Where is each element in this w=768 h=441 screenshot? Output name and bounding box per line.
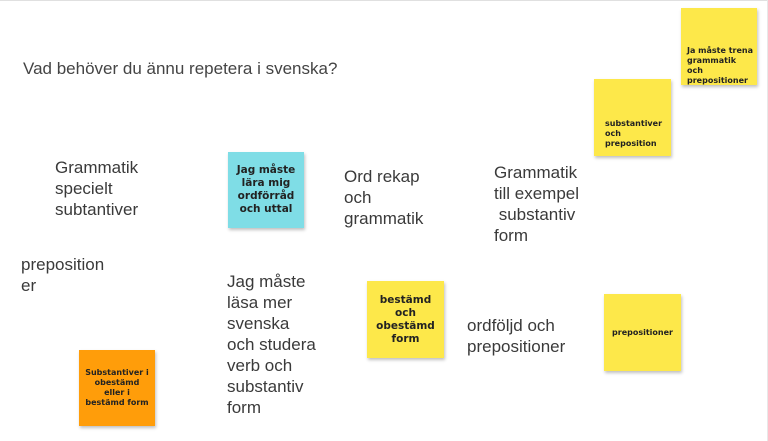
sticky-note-ordforrad[interactable] (228, 152, 304, 228)
text-grammatik-exempel[interactable]: Grammatik till exempel substantiv form (494, 163, 580, 245)
sticky-note-text: Substantiver i obestämd eller i bestämd form (85, 368, 149, 407)
board-question: Vad behöver du ännu repetera i svenska? (23, 59, 338, 78)
text-preposition-er[interactable]: preposition er (21, 255, 105, 295)
sticky-note-bestamd[interactable] (367, 281, 444, 358)
text-ordfoljd[interactable]: ordföljd och prepositioner (467, 316, 566, 356)
sticky-note-trena[interactable] (681, 8, 757, 85)
sticky-note-text: bestämd och obestämd form (376, 293, 435, 345)
sticky-note-substantiver-obestamd[interactable] (79, 350, 155, 426)
top-divider (0, 0, 768, 1)
sticky-note-prepositioner[interactable] (604, 294, 681, 371)
text-ord-rekap[interactable]: Ord rekap och grammatik (344, 167, 424, 228)
text-jag-maste-lasa[interactable]: Jag måste läsa mer svenska och studera verb och substantiv form (227, 272, 316, 417)
sticky-note-text: substantiver och preposition (605, 119, 663, 148)
text-grammatik-specielt[interactable]: Grammatik specielt subtantiver (55, 158, 139, 219)
sticky-note-text: Jag måste lära mig ordförråd och uttal (236, 164, 296, 215)
sticky-note-text: Ja måste trena grammatik och prepositioner (687, 46, 753, 85)
sticky-note-text: prepositioner (612, 327, 673, 337)
sticky-note-substantiver-preposition[interactable] (594, 79, 671, 156)
